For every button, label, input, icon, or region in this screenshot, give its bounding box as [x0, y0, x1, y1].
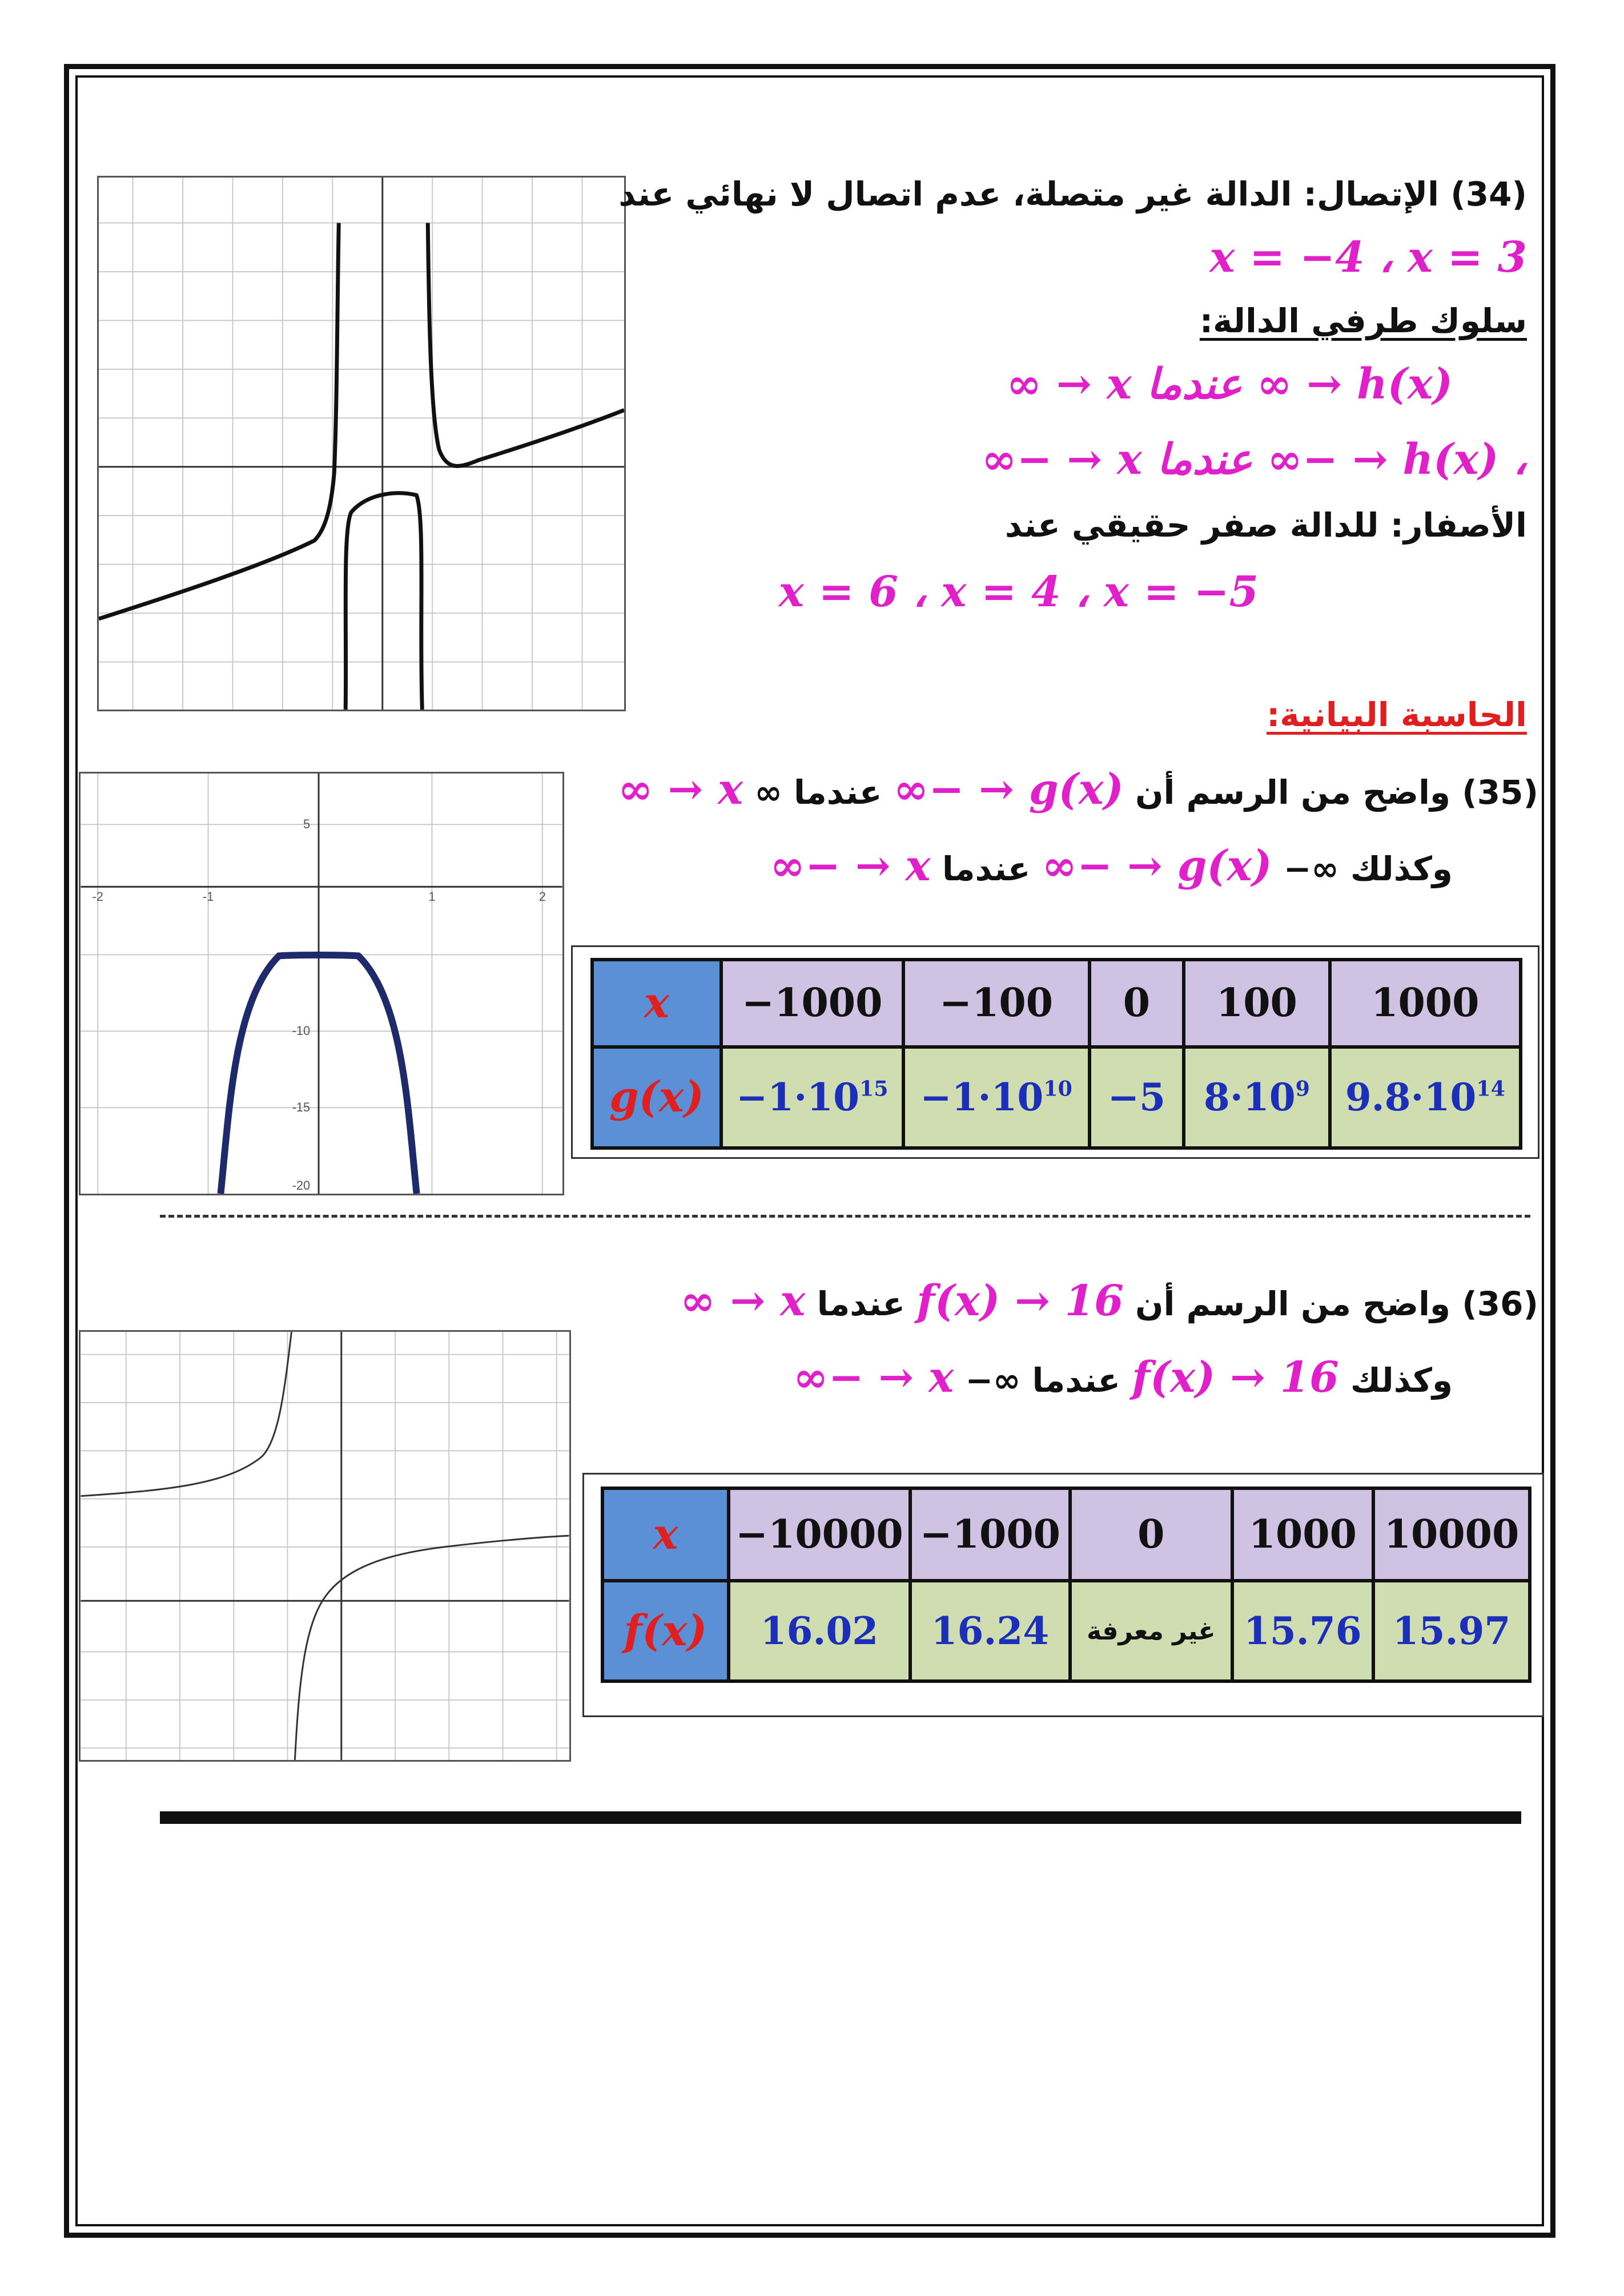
q35-line1-when: عندما ∞	[754, 773, 882, 812]
graph-g-svg	[81, 774, 562, 1194]
q35-value-2-base: −1·10	[920, 1075, 1044, 1120]
q36-line1-when: عندما	[817, 1284, 906, 1323]
q36-row-label: f(x)	[602, 1581, 729, 1681]
graph-g-tick-y-2: -10	[292, 1024, 311, 1038]
graph-g-tick-x-3: 1	[428, 889, 436, 904]
q36-line2-math: f(x) → 16	[1132, 1353, 1339, 1402]
q34-discontinuities: x = −4 ، x = 3	[1209, 233, 1527, 282]
q35-line2-math: g(x) → −∞	[1042, 841, 1272, 891]
calc-heading	[1267, 695, 1527, 734]
q34-zeros-label-text: الأصفار: للدالة صفر حقيقي عند	[1004, 506, 1527, 545]
q34-behavior-heading-text: سلوك طرفي الدالة:	[1199, 301, 1527, 340]
q35-value-2	[903, 1047, 1090, 1148]
graph-g-tick-y-1: 5	[303, 817, 311, 832]
q36-header-label: x	[602, 1488, 729, 1581]
bottom-rule	[160, 1811, 1521, 1824]
q35-x-4: 100	[1184, 960, 1329, 1047]
q36-x-2: −1000	[910, 1488, 1070, 1581]
q35-value-5-base: 9.8·10	[1345, 1075, 1477, 1120]
q36-line2-prefix: وكذلك	[1350, 1361, 1453, 1400]
graph-f	[79, 1330, 571, 1762]
q36-line1-end: x → ∞	[680, 1276, 806, 1326]
q35-value-3-base: −5	[1107, 1075, 1166, 1120]
q36-x-5: 10000	[1373, 1488, 1530, 1581]
graph-f-svg	[81, 1332, 569, 1760]
graph-h-svg	[99, 178, 624, 710]
q34-end-behavior-2-math: ، h(x) → −∞ عندما x → −∞	[981, 435, 1527, 484]
table-row	[602, 1581, 1530, 1681]
q35-line1-math: g(x) → −∞	[893, 765, 1124, 814]
q35-header-label: x	[592, 960, 721, 1047]
table-row	[592, 1047, 1521, 1148]
q35-value-4-exp: 9	[1295, 1076, 1310, 1101]
q35-value-2-exp: 10	[1043, 1076, 1072, 1101]
q35-line1-end: x → ∞	[617, 765, 743, 814]
table-row	[592, 960, 1521, 1047]
q34-line2	[1209, 233, 1527, 282]
q36-value-2: 16.24	[910, 1581, 1070, 1681]
q34-zeros-math: x = 6 ، x = 4 ، x = −5	[778, 567, 1259, 617]
q36-value-1: 16.02	[729, 1581, 910, 1681]
table-row	[602, 1488, 1530, 1581]
graph-h	[97, 176, 626, 711]
q34-end-behavior-2	[982, 435, 1527, 484]
q35-value-1-base: −1·10	[735, 1075, 860, 1120]
q35-line2	[770, 841, 1453, 891]
q36-x-4: 1000	[1232, 1488, 1373, 1581]
q36-line1-math: f(x) → 16	[916, 1276, 1124, 1326]
q35-value-3	[1090, 1047, 1184, 1148]
q34-end-behavior-1	[1007, 360, 1453, 409]
q35-x-2: −100	[903, 960, 1090, 1047]
q35-value-1-exp: 15	[859, 1076, 889, 1101]
q35-line2-end: x → −∞	[770, 841, 931, 891]
q35-value-5	[1330, 1047, 1521, 1148]
q36-value-3: غير معرفة	[1070, 1581, 1232, 1681]
q34-end-behavior-1-math: h(x) → ∞ عندما x → ∞	[1006, 360, 1453, 409]
graph-g-tick-y-4: -20	[292, 1178, 311, 1193]
q35-value-4	[1184, 1047, 1329, 1148]
q36-value-4: 15.76	[1232, 1581, 1373, 1681]
q35-x-3: 0	[1090, 960, 1184, 1047]
q36-line2-when: عندما ∞−	[965, 1361, 1121, 1400]
q36-x-3: 0	[1070, 1488, 1232, 1581]
q36-line1-prefix: (36) واضح من الرسم أن	[1135, 1284, 1538, 1323]
q35-line1	[618, 765, 1538, 814]
q34-zeros	[779, 567, 1259, 617]
q36-line2-end: x → −∞	[793, 1353, 954, 1402]
q35-x-5: 1000	[1330, 960, 1521, 1047]
q35-value-1	[721, 1047, 903, 1148]
q34-continuity-text: (34) الإتصال: الدالة غير متصلة، عدم اتصال لا نهائي عند	[618, 175, 1527, 214]
q35-value-4-base: 8·10	[1203, 1075, 1296, 1120]
q34-line1	[618, 175, 1527, 214]
q36-line1	[680, 1276, 1538, 1326]
graph-g-tick-x-4: 2	[538, 889, 546, 904]
q36-x-1: −10000	[729, 1488, 910, 1581]
graph-g-tick-x-1: -2	[92, 889, 103, 904]
q36-line2	[793, 1353, 1453, 1402]
q35-line2-when: عندما	[942, 849, 1031, 888]
q36-value-5: 15.97	[1373, 1581, 1530, 1681]
q35-line2-prefix: وكذلك ∞−	[1283, 849, 1453, 888]
graph-g-tick-x-2: -1	[202, 889, 214, 904]
graph-g	[79, 772, 564, 1195]
q34-behavior-heading	[1200, 301, 1527, 340]
q34-zeros-label	[1005, 506, 1527, 545]
calc-heading-text: الحاسبة البيانية:	[1267, 695, 1527, 734]
q35-x-1: −1000	[721, 960, 903, 1047]
section-divider	[160, 1215, 1530, 1218]
q35-line1-prefix: (35) واضح من الرسم أن	[1135, 773, 1538, 812]
q35-row-label: g(x)	[592, 1047, 721, 1148]
q35-value-5-exp: 14	[1476, 1076, 1505, 1101]
q35-table	[590, 958, 1522, 1150]
q36-table	[601, 1487, 1531, 1683]
graph-g-tick-y-3: -15	[292, 1100, 311, 1115]
